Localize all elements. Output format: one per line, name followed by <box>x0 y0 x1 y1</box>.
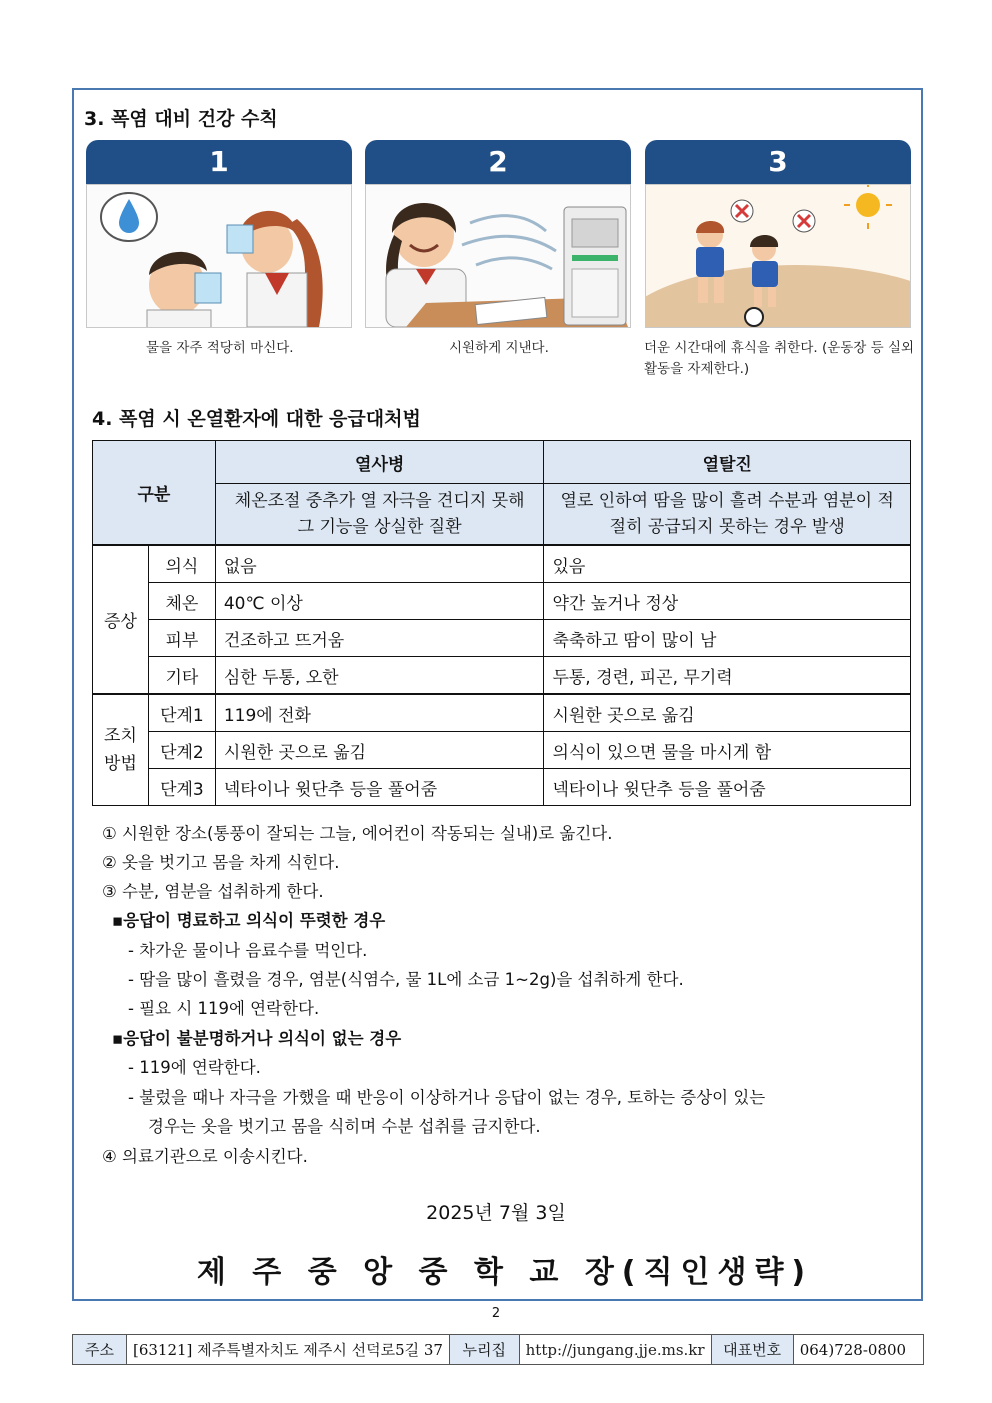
step-2: ② 옷을 벗기고 몸을 차게 식힌다. <box>102 853 340 872</box>
case2-item: 경우는 옷을 벗기고 몸을 식히며 수분 섭취를 금지한다. <box>148 1117 541 1136</box>
cell: 건조하고 뜨거움 <box>215 620 544 657</box>
step-4: ④ 의료기관으로 이송시킨다. <box>102 1147 308 1166</box>
school-signature: 제 주 중 앙 중 학 교 장(직인생략) <box>196 1255 814 1290</box>
tip-card-1 <box>86 140 352 328</box>
card-number: 2 <box>365 140 631 184</box>
cell: 시원한 곳으로 옮김 <box>544 694 911 732</box>
row-item: 의식 <box>148 545 215 583</box>
cell: 119에 전화 <box>215 694 544 732</box>
cell: 넥타이나 윗단추 등을 풀어줌 <box>215 769 544 806</box>
table-row <box>93 545 911 583</box>
cell: 의식이 있으면 물을 마시게 함 <box>544 732 911 769</box>
table-row <box>93 769 911 806</box>
heat-stroke-header: 열사병 <box>215 441 544 484</box>
rest-in-shade-illustration <box>645 184 911 328</box>
cell: 약간 높거나 정상 <box>544 583 911 620</box>
footer-info <box>72 1334 924 1365</box>
heat-stroke-desc: 체온조절 중추가 열 자극을 견디지 못해 그 기능을 상실한 질환 <box>215 484 544 546</box>
tip-card-2 <box>365 140 631 328</box>
row-item: 기타 <box>148 657 215 695</box>
symptoms-label: 증상 <box>93 545 149 694</box>
header-category: 구분 <box>93 441 216 546</box>
row-item: 단계1 <box>148 694 215 732</box>
row-item: 체온 <box>148 583 215 620</box>
emergency-table <box>92 440 911 806</box>
table-row <box>93 694 911 732</box>
actions-label-line1: 조치 <box>104 726 137 746</box>
card-caption-1: 물을 자주 적당히 마신다. <box>146 340 294 356</box>
cell: 없음 <box>215 545 544 583</box>
phone-label: 대표번호 <box>711 1335 793 1365</box>
case2-title: ▪응답이 불분명하거나 의식이 없는 경우 <box>112 1029 402 1048</box>
heat-exhaustion-header: 열탈진 <box>544 441 911 484</box>
row-item: 단계3 <box>148 769 215 806</box>
actions-label-line2: 방법 <box>104 754 137 774</box>
case1-title: ▪응답이 명료하고 의식이 뚜렷한 경우 <box>112 911 386 930</box>
step-1: ① 시원한 장소(통풍이 잘되는 그늘, 에어컨이 작동되는 실내)로 옮긴다. <box>102 824 613 843</box>
cell: 시원한 곳으로 옮김 <box>215 732 544 769</box>
table-row <box>93 583 911 620</box>
section4-title: 4. 폭염 시 온열환자에 대한 응급대처법 <box>92 408 421 430</box>
card-caption-3: 더운 시간대에 휴식을 취한다. (운동장 등 실외활동을 자제한다.) <box>644 340 915 377</box>
card-number: 3 <box>645 140 911 184</box>
card-caption-2: 시원하게 지낸다. <box>449 340 549 356</box>
case1-item: - 땀을 많이 흘렸을 경우, 염분(식염수, 물 1L에 소금 1~2g)을 섭취하게 한다. <box>128 970 684 989</box>
cell: 축축하고 땀이 많이 남 <box>544 620 911 657</box>
table-row <box>93 732 911 769</box>
address-label: 주소 <box>73 1335 127 1365</box>
website-link[interactable]: http://jungang.jje.ms.kr <box>519 1335 711 1365</box>
table-row <box>93 657 911 695</box>
row-item: 단계2 <box>148 732 215 769</box>
section3-title: 3. 폭염 대비 건강 수칙 <box>84 108 278 130</box>
case2-item: - 119에 연락한다. <box>128 1058 261 1077</box>
page-number: 2 <box>491 1306 501 1321</box>
address-value: [63121] 제주특별자치도 제주시 선덕로5길 37 <box>126 1335 449 1365</box>
phone-value: 064)728-0800 <box>793 1335 923 1365</box>
website-label: 누리집 <box>449 1335 519 1365</box>
document-date: 2025년 7월 3일 <box>426 1202 566 1224</box>
cell: 두통, 경련, 피곤, 무기력 <box>544 657 911 695</box>
actions-label <box>93 694 149 806</box>
cell: 40℃ 이상 <box>215 583 544 620</box>
cell: 있음 <box>544 545 911 583</box>
drinking-water-illustration <box>86 184 352 328</box>
case1-item: - 차가운 물이나 음료수를 먹인다. <box>128 941 368 960</box>
case1-item: - 필요 시 119에 연락한다. <box>128 999 320 1018</box>
case2-item: - 불렀을 때나 자극을 가했을 때 반응이 이상하거나 응답이 없는 경우, 토하는 증상이 있는 <box>128 1088 766 1107</box>
table-row <box>93 620 911 657</box>
cool-environment-illustration <box>365 184 631 328</box>
cell: 심한 두통, 오한 <box>215 657 544 695</box>
row-item: 피부 <box>148 620 215 657</box>
tip-card-3 <box>645 140 911 328</box>
card-number: 1 <box>86 140 352 184</box>
heat-exhaustion-desc: 열로 인하여 땀을 많이 흘려 수분과 염분이 적절히 공급되지 못하는 경우 발생 <box>544 484 911 546</box>
cell: 넥타이나 윗단추 등을 풀어줌 <box>544 769 911 806</box>
step-3: ③ 수분, 염분을 섭취하게 한다. <box>102 882 324 901</box>
